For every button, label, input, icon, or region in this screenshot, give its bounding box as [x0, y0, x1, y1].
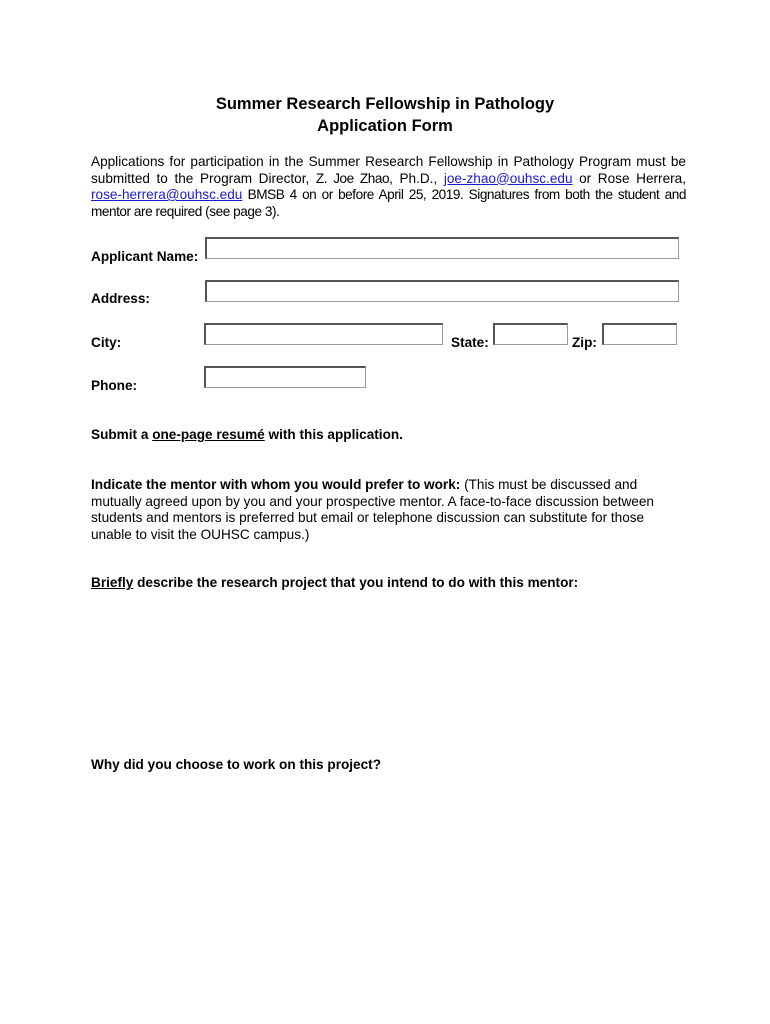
- state-input[interactable]: [493, 323, 568, 345]
- phone-input[interactable]: [204, 366, 366, 388]
- zip-input[interactable]: [602, 323, 677, 345]
- why-project-prompt: Why did you choose to work on this project?: [91, 757, 382, 772]
- intro-paragraph: [91, 154, 686, 220]
- director-name: Z. Joe Zhao: [315, 170, 390, 186]
- address-label: Address:: [91, 291, 150, 306]
- coordinator-email-link[interactable]: rose-herrera@ouhsc.edu: [91, 187, 243, 202]
- mentor-text: (This must be discussed and mutually agreed upon by you and your prospective mentor. A face-to-face discussion between students and mentors is preferred but email or telephone discussion can substitute for those unable to visit the OUHSC campus.): [91, 477, 654, 542]
- form-subtitle: Application Form: [317, 117, 453, 135]
- city-label: City:: [91, 335, 122, 350]
- describe-text: describe the research project that you intend to do with this mentor:: [133, 575, 579, 590]
- resume-text-pre: Submit a: [91, 427, 153, 442]
- city-input[interactable]: [204, 323, 443, 345]
- state-label: State:: [451, 335, 489, 350]
- zip-label: Zip:: [572, 335, 597, 350]
- project-description-area[interactable]: [91, 596, 686, 746]
- intro-text-2: , Ph.D.,: [389, 170, 444, 186]
- intro-text-1: Applications for participation in the Summer Research Fellowship in Pathology Program must be submitted to the Program Director,: [91, 154, 686, 186]
- phone-label: Phone:: [91, 378, 138, 393]
- intro-text-3: or Rose Herrera,: [572, 170, 686, 186]
- director-email-link[interactable]: joe-zhao@ouhsc.edu: [443, 170, 573, 186]
- mentor-instruction: [91, 477, 686, 543]
- resume-text-post: with this application.: [264, 427, 403, 442]
- why-project-answer-area[interactable]: [91, 778, 686, 978]
- describe-emphasis: Briefly: [91, 575, 134, 590]
- applicant-name-input[interactable]: [205, 237, 679, 259]
- resume-emphasis: one-page resumé: [152, 427, 265, 442]
- mentor-heading: Indicate the mentor with whom you would prefer to work:: [91, 477, 461, 492]
- describe-project-prompt: [91, 575, 686, 592]
- resume-instruction: [91, 427, 686, 444]
- intro-text-4: BMSB 4 on or before April 25, 2019. Signatures from both the student and mentor are required (see page 3).: [91, 187, 686, 219]
- address-input[interactable]: [205, 280, 679, 302]
- form-title: Summer Research Fellowship in Pathology: [215, 95, 555, 113]
- applicant-name-label: Applicant Name:: [91, 249, 199, 264]
